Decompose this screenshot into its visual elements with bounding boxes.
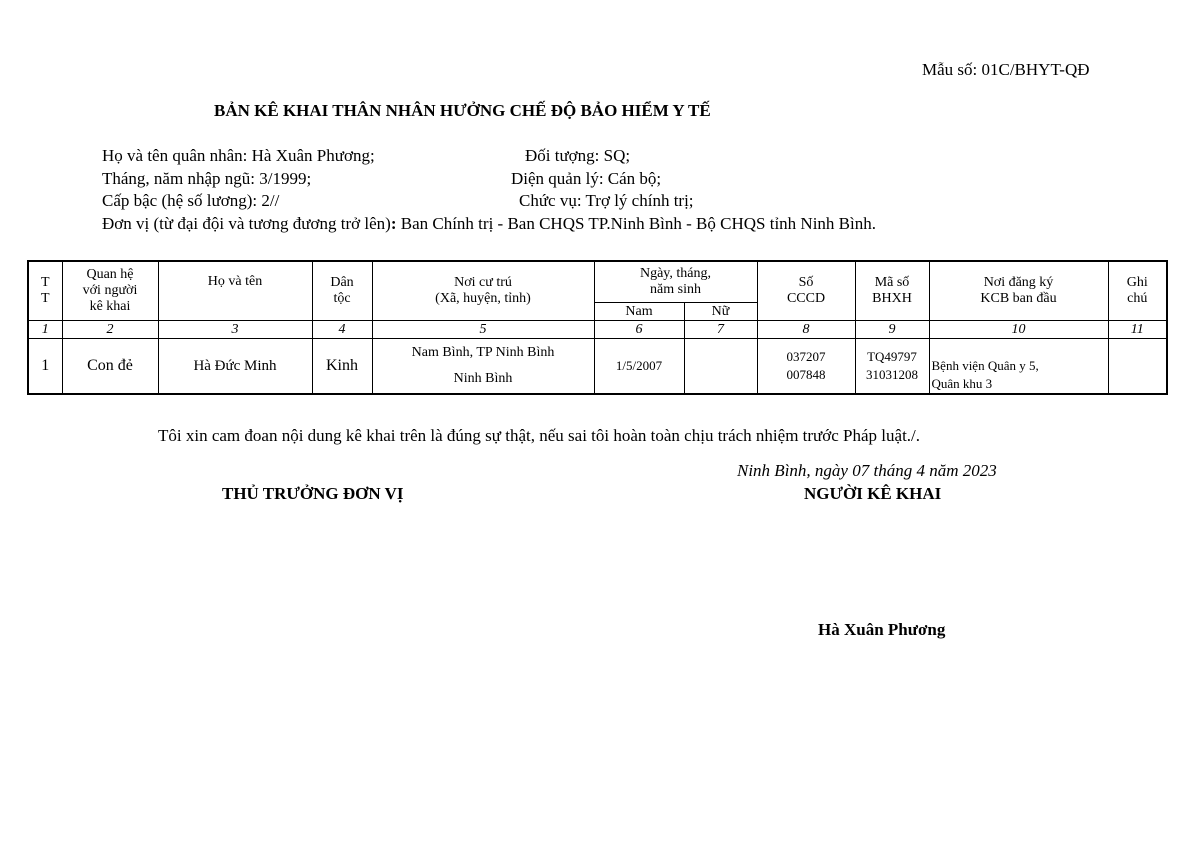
cell-fullname: Hà Đức Minh: [158, 339, 312, 395]
cell-relation: Con đẻ: [62, 339, 158, 395]
declarant-title: NGƯỜI KÊ KHAI: [804, 484, 942, 503]
commitment-text: Tôi xin cam đoan nội dung kê khai trên là đúng sự thật, nếu sai tôi hoàn toàn chịu trách nhiệm trước Pháp luật./.: [158, 426, 921, 445]
info-management: Diện quản lý: Cán bộ;: [511, 169, 662, 188]
cell-cccd: 037207 007848: [757, 339, 855, 395]
column-number: 6: [594, 321, 684, 339]
info-name: Họ và tên quân nhân: Hà Xuân Phương;: [102, 146, 375, 165]
table-row: [28, 339, 1167, 395]
unit-label: Đơn vị (từ đại đội và tương đương trở lên): [102, 214, 391, 233]
header-relation: Quan hệ với người kê khai: [62, 261, 158, 321]
column-number: 8: [757, 321, 855, 339]
unit-value: Ban Chính trị - Ban CHQS TP.Ninh Bình - Bộ CHQS tỉnh Ninh Bình.: [396, 214, 876, 233]
column-number-row: [28, 321, 1167, 339]
header-kcb: Nơi đăng ký KCB ban đầu: [929, 261, 1108, 321]
cell-note: [1108, 339, 1167, 395]
cell-dob-male: 1/5/2007: [594, 339, 684, 395]
header-dob-female: Nữ: [684, 303, 757, 321]
info-unit: [102, 214, 876, 234]
info-rank: Cấp bậc (hệ số lương): 2//: [102, 191, 280, 210]
form-code: Mẫu số: 01C/BHYT-QĐ: [922, 60, 1090, 79]
info-position: Chức vụ: Trợ lý chính trị;: [519, 191, 694, 210]
declaration-table: [27, 260, 1168, 395]
cell-ethnic: Kinh: [312, 339, 372, 395]
header-note: Ghi chú: [1108, 261, 1167, 321]
header-bhxh: Mã số BHXH: [855, 261, 929, 321]
cell-residence: Nam Bình, TP Ninh Bình Ninh Bình: [372, 339, 594, 395]
cell-bhxh: TQ49797 31031208: [855, 339, 929, 395]
column-number: 2: [62, 321, 158, 339]
unit-colon: :: [390, 214, 397, 233]
document-title: BẢN KÊ KHAI THÂN NHÂN HƯỞNG CHẾ ĐỘ BẢO HIỂM Y TẾ: [214, 101, 711, 120]
header-dob-male: Nam: [594, 303, 684, 321]
cell-dob-female: [684, 339, 757, 395]
place-date: Ninh Bình, ngày 07 tháng 4 năm 2023: [737, 461, 997, 480]
column-number: 3: [158, 321, 312, 339]
signer-name: Hà Xuân Phương: [818, 620, 946, 639]
header-cccd: Số CCCD: [757, 261, 855, 321]
cell-kcb: Bệnh viện Quân y 5, Quân khu 3: [929, 339, 1108, 395]
column-number: 1: [28, 321, 62, 339]
column-number: 9: [855, 321, 929, 339]
header-tt: T T: [28, 261, 62, 321]
column-number: 5: [372, 321, 594, 339]
header-dob: Ngày, tháng, năm sinh: [594, 261, 757, 303]
column-number: 11: [1108, 321, 1167, 339]
info-enlist: Tháng, năm nhập ngũ: 3/1999;: [102, 169, 312, 188]
unit-head-title: THỦ TRƯỞNG ĐƠN VỊ: [222, 484, 404, 503]
header-residence: Nơi cư trú (Xã, huyện, tỉnh): [372, 261, 594, 321]
column-number: 7: [684, 321, 757, 339]
header-fullname: Họ và tên: [158, 261, 312, 321]
column-number: 10: [929, 321, 1108, 339]
header-ethnic: Dân tộc: [312, 261, 372, 321]
cell-tt: 1: [28, 339, 62, 395]
column-number: 4: [312, 321, 372, 339]
info-object: Đối tượng: SQ;: [525, 146, 631, 165]
